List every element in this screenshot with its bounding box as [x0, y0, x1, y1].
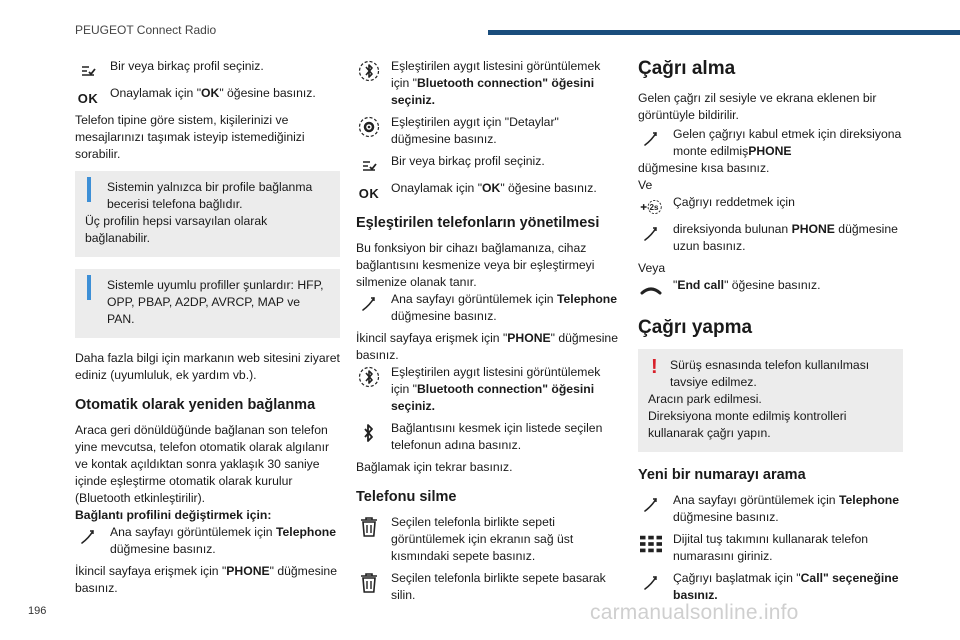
paragraph: düğmesine kısa basınız. [638, 161, 770, 175]
paragraph: İkincil sayfaya erişmek için "PHONE" düğmesine basınız. [356, 331, 618, 362]
info-icon [87, 180, 91, 202]
header-accent-bar [488, 30, 960, 35]
header-title: PEUGEOT Connect Radio [75, 23, 217, 37]
trash-basket-icon [358, 516, 380, 538]
ok-icon: OK [77, 90, 99, 106]
svg-text:2s: 2s [649, 202, 659, 212]
keypad-icon [640, 533, 662, 555]
step-delete-basket: Seçilen telefonla birlikte sepete basarak silin. [356, 570, 620, 604]
step-bluetooth-list: Eşleştirilen aygıt listesini görüntülemek için "Bluetooth connection" öğesini seçiniz. [356, 364, 620, 415]
step-telephone: Ana sayfayı görüntülemek için Telephone düğmesine basınız. [75, 524, 340, 558]
checkbox-list-icon [358, 155, 380, 177]
or-label: Veya [638, 261, 666, 275]
phone-handset-icon [640, 572, 662, 594]
watermark: carmanualsonline.info [590, 601, 799, 624]
step-accept-call: Gelen çağrıyı kabul etmek için direksiyona monte edilmişPHONE [638, 126, 903, 160]
paragraph: Daha fazla bilgi için markanın web sitesini ziyaret ediniz (uyumluluk, ek yardım vb.). [75, 351, 340, 382]
or-label: Ve [638, 178, 653, 192]
phone-handset-icon [640, 128, 662, 150]
step-confirm-ok: OK Onaylamak için "OK" öğesine basınız. [75, 85, 340, 107]
info-box-profile: Sistemin yalnızca bir profile bağlanma becerisi telefona bağlıdır. Üç profilin hepsi varsayılan olarak bağlanabilir. [75, 171, 340, 257]
step-select-profile: Bir veya birkaç profil seçiniz. [75, 58, 340, 80]
paragraph: İkincil sayfaya erişmek için "PHONE" düğmesine basınız. [75, 564, 337, 595]
step-telephone: Ana sayfayı görüntülemek için Telephone düğmesine basınız. [356, 291, 620, 325]
step-confirm-ok: OK Onaylamak için "OK" öğesine basınız. [356, 180, 620, 202]
trash-basket-icon [358, 572, 380, 594]
paragraph: Telefon tipine göre sistem, kişilerinizi ve mesajlarınızı taşımak isteyip istemediğinizi sorabilir. [75, 113, 305, 161]
step-end-call: "End call" öğesine basınız. [638, 277, 903, 299]
phone-handset-icon [640, 223, 662, 245]
step-open-basket: Seçilen telefonla birlikte sepeti görüntülemek için ekranın sağ üst kısmındaki sepete basınız. [356, 514, 620, 565]
column-3 [638, 58, 903, 609]
info-icon [87, 278, 91, 300]
heading-new-number: Yeni bir numarayı arama [638, 467, 806, 483]
checkbox-list-icon [77, 60, 99, 82]
phone-2s-icon [640, 196, 662, 218]
warning-icon: ! [651, 356, 658, 378]
phone-handset-icon [358, 293, 380, 315]
heading-manage-paired: Eşleştirilen telefonların yönetilmesi [356, 215, 600, 231]
paragraph: Gelen çağrı zil sesiyle ve ekrana eklenen bir görüntüyle bildirilir. [638, 91, 877, 122]
step-start-call: Çağrıyı başlatmak için "Call" seçeneğine basınız. [638, 570, 903, 604]
step-long-press: direksiyonda bulunan PHONE düğmesine uzun basınız. [638, 221, 903, 255]
step-telephone: Ana sayfayı görüntülemek için Telephone düğmesine basınız. [638, 492, 903, 526]
heading-receive-call: Çağrı alma [638, 58, 736, 79]
heading-delete-phone: Telefonu silme [356, 489, 457, 505]
bluetooth-icon [358, 422, 380, 444]
heading-auto-reconnect: Otomatik olarak yeniden bağlanma [75, 397, 316, 413]
column-1 [75, 58, 340, 604]
step-details: Eşleştirilen aygıt için "Detaylar" düğmesine basınız. [356, 114, 620, 148]
column-2 [356, 58, 620, 609]
paragraph: Bağlamak için tekrar basınız. [356, 460, 513, 474]
end-call-icon [640, 279, 662, 301]
paragraph: Araca geri dönüldüğünde bağlanan son telefon yine mevcutsa, telefon otomatik olarak algılanır ve kontak açıldıktan sonra yaklaşık 30 saniye içinde eşleştirme otomatik olarak kurulur (Bluetooth etkinleştirilir). [75, 423, 330, 505]
warning-box: ! Sürüş esnasında telefon kullanılması tavsiye edilmez. Aracın park edilmesi. Direksiyona monte edilmiş kontrolleri kullanarak çağrı yapın. [638, 349, 903, 452]
step-bluetooth-list: Eşleştirilen aygıt listesini görüntülemek için "Bluetooth connection" öğesini seçiniz. [356, 58, 620, 109]
step-reject-call: 2s Çağrıyı reddetmek için [638, 194, 903, 216]
step-keypad: Dijital tuş takımını kullanarak telefon numarasını giriniz. [638, 531, 903, 565]
bluetooth-icon [358, 366, 380, 388]
page-number: 196 [28, 605, 47, 617]
ok-icon: OK [358, 185, 380, 201]
phone-handset-icon [77, 526, 99, 548]
paragraph: Bu fonksiyon bir cihazı bağlamanıza, cihaz bağlantısını kesmenize veya bir eşleştirmeyi silmenize olanak tanır. [356, 241, 595, 289]
info-box-compatible: Sistemle uyumlu profiller şunlardır: HFP, OPP, PBAP, A2DP, AVRCP, MAP ve PAN. [75, 269, 340, 338]
step-disconnect: Bağlantısını kesmek için listede seçilen telefonun adına basınız. [356, 420, 620, 454]
bluetooth-icon [358, 60, 380, 82]
gear-details-icon [358, 116, 380, 138]
phone-handset-icon [640, 494, 662, 516]
step-select-profile: Bir veya birkaç profil seçiniz. [356, 153, 620, 175]
bold-line: Bağlantı profilini değiştirmek için: [75, 508, 272, 522]
heading-make-call: Çağrı yapma [638, 317, 753, 338]
